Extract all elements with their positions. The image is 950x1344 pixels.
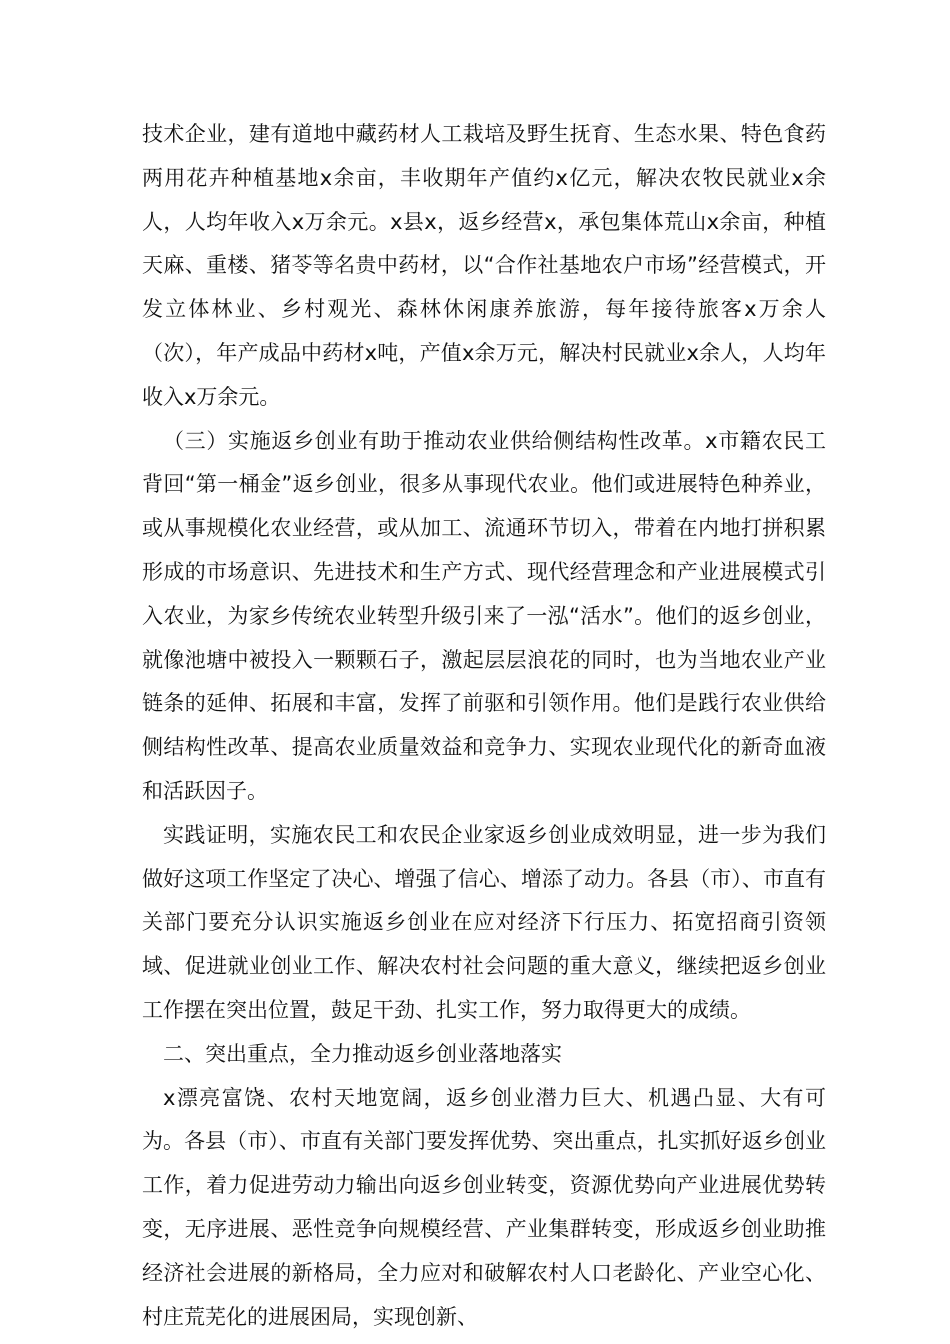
section-heading-two: 二、突出重点，全力推动返乡创业落地落实	[163, 1041, 562, 1066]
paragraph-potential: x漂亮富饶、农村天地宽阔，返乡创业潜力巨大、机遇凸显、大有可为。各县（市）、市直有关部门要发挥优势、突出重点，扎实抓好返乡创业工作，着力促进劳动力输出向返乡创业转变，资源优势向产业进展优势转变，无序进展、恶性竞争向规模经营、产业集群转变，形成返乡创业助推经济社会进展的新格局，全力应对和破解农村人口老龄化、产业空心化、村庄荒芜化的进展困局，实现创新、	[142, 1085, 826, 1329]
paragraph-continuation: 技术企业，建有道地中藏药材人工栽培及野生抚育、生态水果、特色食药两用花卉种植基地x余亩，丰收期年产值约x亿元，解决农牧民就业x余人，人均年收入x万余元。x县x，返乡经营x，承包集体荒山x余亩，种植天麻、重楼、猪苓等名贵中药材，以“合作社基地农户市场”经营模式，开发立体林业、乡村观光、森林休闲康养旅游，每年接待旅客x万余人（次），年产成品中药材x吨，产值x余万元，解决村民就业x余人，人均年收入x万余元。	[142, 122, 826, 409]
document-body	[142, 113, 826, 1339]
paragraph-section-three: （三）实施返乡创业有助于推动农业供给侧结构性改革。x市籍农民工背回“第一桶金”返乡创业，很多从事现代农业。他们或进展特色种养业，或从事规模化农业经营，或从加工、流通环节切入，带着在内地打拼积累形成的市场意识、先进技术和生产方式、现代经营理念和产业进展模式引入农业，为家乡传统农业转型升级引来了一泓“活水”。他们的返乡创业，就像池塘中被投入一颗颗石子，激起层层浪花的同时，也为当地农业产业链条的延伸、拓展和丰富，发挥了前驱和引领作用。他们是践行农业供给侧结构性改革、提高农业质量效益和竞争力、实现农业现代化的新奇血液和活跃因子。	[142, 428, 826, 803]
paragraph-practice-proves: 实践证明，实施农民工和农民企业家返乡创业成效明显，进一步为我们做好这项工作坚定了决心、增强了信心、增添了动力。各县（市）、市直有关部门要充分认识实施返乡创业在应对经济下行压力、拓宽招商引资领域、促进就业创业工作、解决农村社会问题的重大意义，继续把返乡创业工作摆在突出位置，鼓足干劲、扎实工作，努力取得更大的成绩。	[142, 822, 826, 1022]
